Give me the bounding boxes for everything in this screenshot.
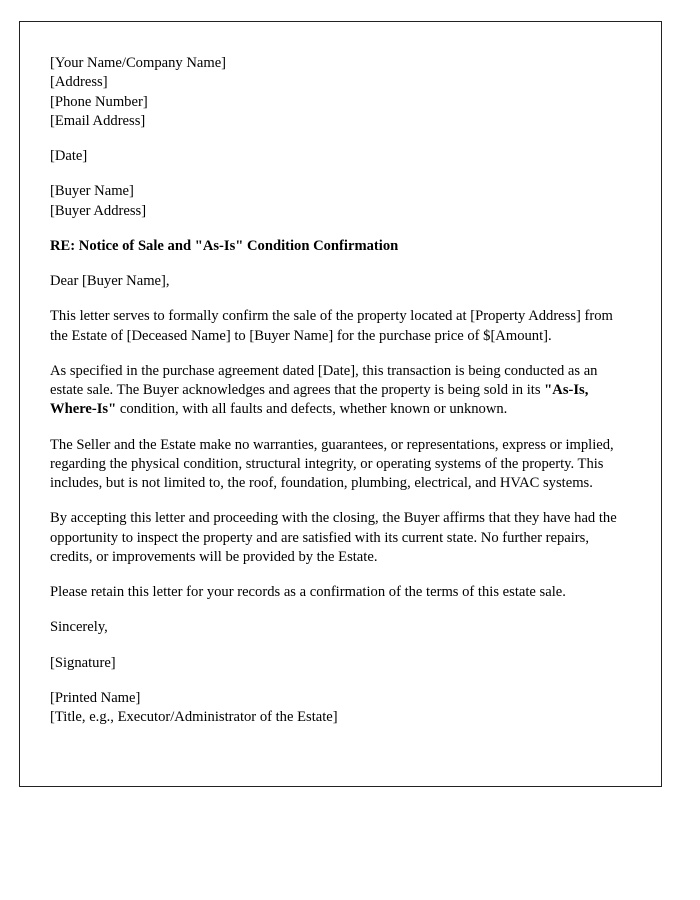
date-line: [Date] <box>50 148 88 164</box>
subject-line: RE: Notice of Sale and "As-Is" Condition Confirmation <box>50 237 399 254</box>
date-block <box>50 147 633 166</box>
salutation: Dear [Buyer Name], <box>50 273 170 289</box>
paragraph-sale-confirmation: This letter serves to formally confirm the sale of the property located at [Property Address] from the Estate of [Deceased Name] to [Buyer Name] for the purchase price of $[Amount]. <box>50 308 617 344</box>
as-is-text-after: condition, with all faults and defects, whether known or unknown. <box>116 401 508 418</box>
sender-line-2: [Address] <box>50 74 108 91</box>
paragraph-as-is <box>50 362 633 420</box>
signature-block <box>50 618 633 727</box>
signature-placeholder: [Signature] <box>50 654 116 671</box>
letter-body <box>20 22 661 755</box>
paragraph-no-warranties: The Seller and the Estate make no warranties, guarantees, or representations, express or implied, regarding the physical condition, structural integrity, or operating systems of the property. This includes, but is not limited to, the roof, foundation, plumbing, electrical, and HVAC systems. <box>50 436 618 491</box>
sender-block <box>50 54 633 131</box>
sender-line-3: [Phone Number] <box>50 93 148 110</box>
signer-printed-name: [Printed Name] <box>50 689 141 706</box>
recipient-line-1: [Buyer Name] <box>50 183 134 200</box>
closing-line: Sincerely, <box>50 619 108 636</box>
letter-frame <box>19 21 662 787</box>
paragraph-retain-records: Please retain this letter for your records as a confirmation of the terms of this estate sale. <box>50 584 566 600</box>
paragraph-buyer-affirms: By accepting this letter and proceeding with the closing, the Buyer affirms that they have had the opportunity to inspect the property and are satisfied with its current state. No further repairs, credits, or improvements will be provided by the Estate. <box>50 510 621 565</box>
as-is-text-bold: "As-Is, Where-Is" <box>50 382 592 418</box>
recipient-line-2: [Buyer Address] <box>50 202 147 219</box>
signer-block <box>50 689 633 728</box>
signer-title: [Title, e.g., Executor/Administrator of the Estate] <box>50 709 338 725</box>
as-is-text-before: As specified in the purchase agreement dated [Date], this transaction is being conducted as an estate sale. The Buyer acknowledges and agrees that the property is being sold in its <box>50 362 602 398</box>
recipient-block <box>50 182 633 221</box>
sender-line-1: [Your Name/Company Name] <box>50 55 227 71</box>
sender-line-4: [Email Address] <box>50 112 146 129</box>
